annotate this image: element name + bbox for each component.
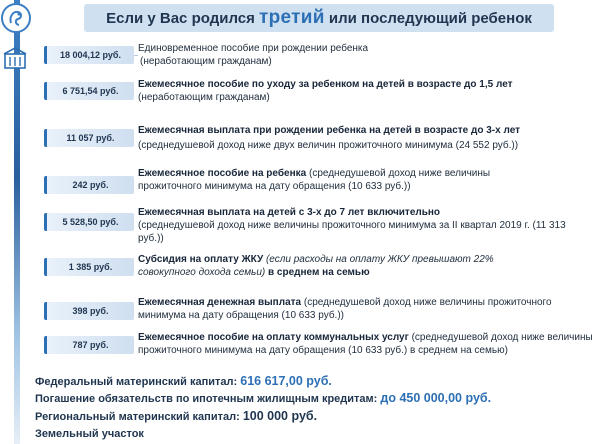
benefit-title: Ежемесячное пособие на оплату коммунальных услуг — [138, 332, 409, 343]
benefit-description — [138, 78, 598, 104]
benefit-title: Ежемесячное пособие на ребенка — [138, 168, 307, 179]
benefit-title: Ежемесячная денежная выплата — [138, 297, 302, 308]
benefit-detail: (среднедушевой доход ниже двух величин прожиточного минимума (24 552 руб.)) — [138, 140, 519, 151]
logo-icon — [1, 3, 31, 33]
mortgage-value: до 450 000,00 руб. — [380, 391, 492, 405]
benefit-tail: в среднем на семью — [268, 267, 370, 278]
building-icon — [2, 46, 28, 70]
benefit-description — [138, 331, 600, 357]
benefit-amount: 1 385 руб. — [44, 258, 134, 276]
federal-capital-value: 616 617,00 руб. — [240, 374, 332, 388]
benefit-description — [138, 124, 598, 152]
regional-capital — [35, 409, 317, 423]
benefit-detail: (среднедушевой доход ниже величины прожиточного минимума на дату обращения (10 633 руб.)) — [138, 168, 491, 192]
benefit-amount: 5 528,50 руб. — [44, 213, 134, 231]
benefit-detail: (неработающим гражданам) — [138, 92, 270, 103]
benefit-amount: 398 руб. — [44, 302, 134, 320]
benefit-title: Единовременное пособие при рождении ребенка — [138, 43, 369, 54]
benefit-description — [138, 42, 598, 68]
benefit-amount: 18 004,12 руб. — [44, 46, 134, 64]
benefit-amount: 6 751,54 руб. — [44, 82, 134, 100]
benefit-amount: 242 руб. — [44, 176, 134, 194]
federal-capital-label: Федеральный материнский капитал: — [35, 376, 238, 388]
benefit-detail: (если расходы на оплату ЖКУ превышают 22% совокупного дохода семьи) — [138, 254, 494, 278]
benefit-title: Ежемесячная выплата при рождении ребенка на детей в возрасте до 3-х лет — [138, 125, 521, 136]
regional-capital-value: 100 000 руб. — [242, 409, 318, 423]
title-suffix: или последующий ребенок — [324, 10, 532, 27]
benefit-detail: (среднедушевой доход ниже величины прожиточного минимума за II квартал 2019 г. (11 313 руб.)) — [138, 220, 566, 244]
benefit-title: Ежемесячное пособие по уходу за ребенком на детей в возрасте до 1,5 лет — [138, 79, 513, 90]
regional-capital-label: Региональный материнский капитал: — [35, 411, 240, 423]
benefit-amount: 11 057 руб. — [44, 129, 134, 147]
benefit-detail: (неработающим гражданам) — [140, 56, 272, 67]
page-title — [84, 4, 554, 32]
benefit-title: Ежемесячная выплата на детей с 3-х до 7 лет включительно — [138, 207, 441, 218]
benefit-description — [138, 206, 588, 245]
sidebar — [0, 0, 32, 444]
benefit-detail: (среднедушевой доход ниже величины прожиточного минимума на дату обращения (10 633 руб.)) — [138, 297, 552, 321]
benefit-description — [138, 296, 578, 322]
benefit-amount: 787 руб. — [44, 336, 134, 354]
benefit-title: Субсидия на оплату ЖКУ — [138, 254, 264, 265]
land-plot: Земельный участок — [35, 428, 144, 440]
title-emphasis: третий — [259, 7, 325, 28]
federal-capital — [35, 374, 332, 388]
benefit-description — [138, 167, 508, 193]
mortgage-label: Погашение обязательств по ипотечным жилищным кредитам: — [35, 393, 378, 405]
title-prefix: Если у Вас родился — [106, 10, 260, 27]
mortgage-repayment — [35, 391, 491, 405]
benefit-description — [138, 253, 543, 279]
benefit-detail: (среднедушевой доход ниже величины прожиточного минимума на дату обращения (10 633 руб.) в среднем на семью) — [138, 332, 593, 356]
